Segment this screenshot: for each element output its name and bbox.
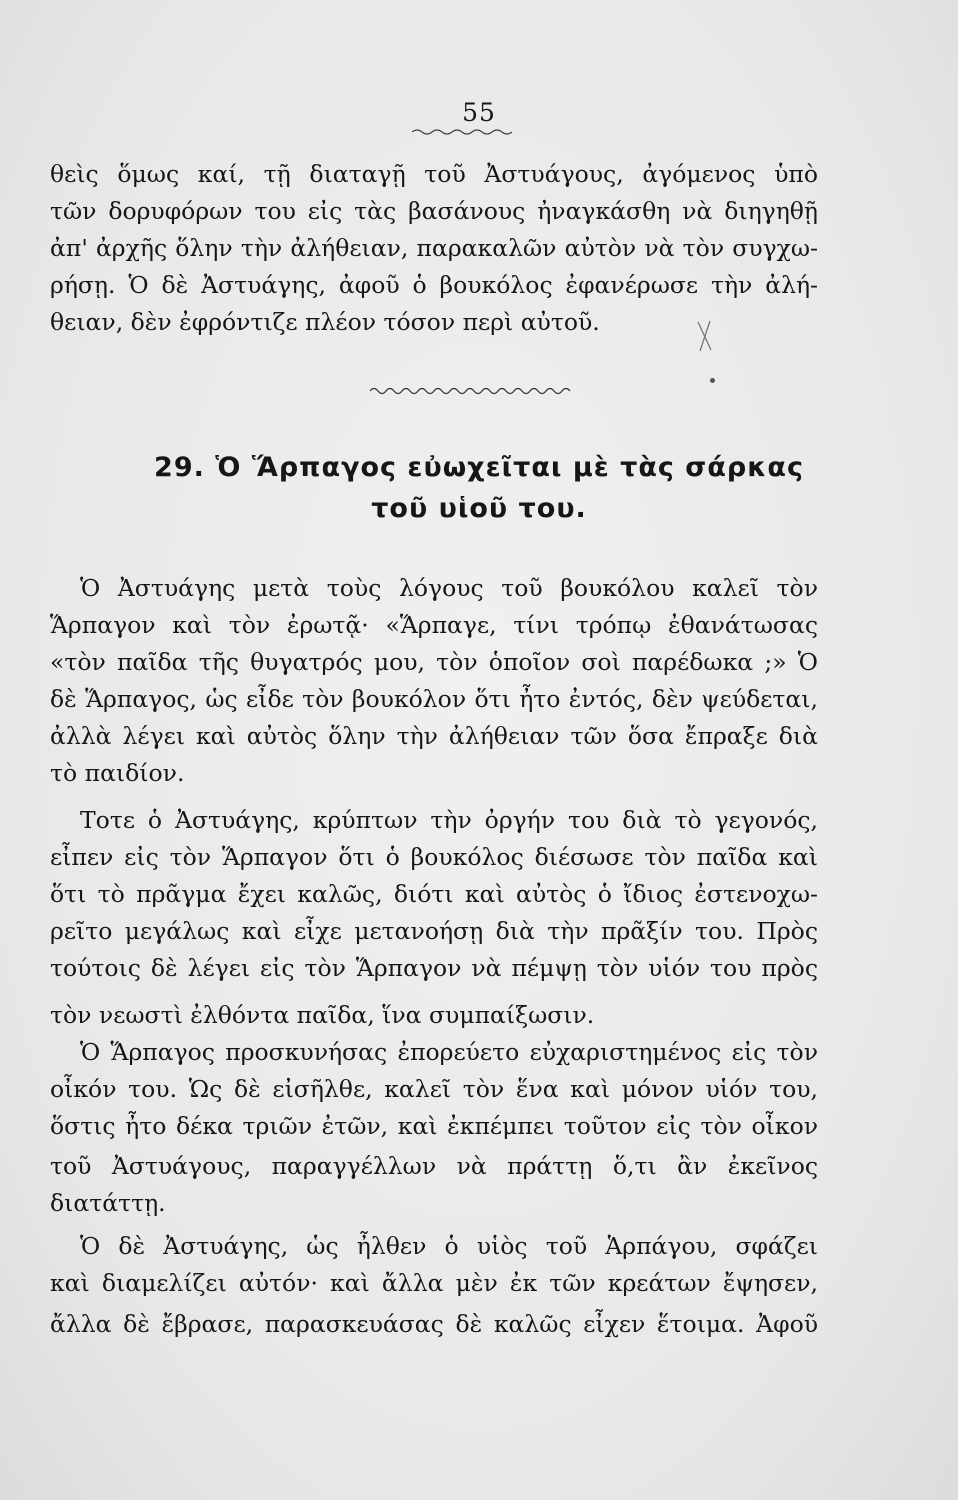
text-line: εἶπεν εἰς τὸν Ἅρπαγον ὅτι ὁ βουκόλος διέσωσε τὸν παῖδα καὶ [50, 843, 818, 871]
text-line: Ὁ Ἅρπαγος προσκυνήσας ἐπορεύετο εὐχαριστημένος εἰς τὸν [80, 1038, 818, 1066]
page-number-ornament [412, 128, 512, 136]
text-line: καὶ διαμελίζει αὐτόν· καὶ ἄλλα μὲν ἐκ τῶν κρεάτων ἔψησεν, [50, 1269, 818, 1297]
pencil-mark [695, 318, 715, 354]
text-line: Ἅρπαγον καὶ τὸν ἐρωτᾷ· «Ἅρπαγε, τίνι τρόπῳ ἐθανάτωσας [50, 611, 818, 639]
text-line: ὅστις ἦτο δέκα τριῶν ἐτῶν, καὶ ἐκπέμπει τοῦτον εἰς τὸν οἶκον [50, 1112, 818, 1140]
text-line: «τὸν παῖδα τῆς θυγατρός μου, τὸν ὁποῖον σοὶ παρέδωκα ;» Ὁ [50, 648, 818, 676]
text-line: ὅτι τὸ πρᾶγμα ἔχει καλῶς, διότι καὶ αὐτὸς ὁ ἴδιος ἐστενοχω- [50, 880, 818, 908]
section-divider-ornament [370, 385, 575, 397]
text-line: τούτοις δὲ λέγει εἰς τὸν Ἅρπαγον νὰ πέμψῃ τὸν υἱόν του πρὸς [50, 954, 818, 982]
text-line: ἀπ' ἀρχῆς ὅλην τὴν ἀλήθειαν, παρακαλῶν αὐτὸν νὰ τὸν συγχω- [50, 234, 818, 262]
text-line: θειαν, δὲν ἐφρόντιζε πλέον τόσον περὶ αὐτοῦ. [50, 308, 600, 336]
text-line: ρήσῃ. Ὁ δὲ Ἀστυάγης, ἀφοῦ ὁ βουκόλος ἐφανέρωσε τὴν ἀλή- [50, 271, 818, 299]
text-line: τοῦ Ἀστυάγους, παραγγέλλων νὰ πράττῃ ὅ,τι ἂν ἐκεῖνος [50, 1152, 818, 1180]
page-number: 55 [462, 98, 496, 127]
text-line: Ὁ Ἀστυάγης μετὰ τοὺς λόγους τοῦ βουκόλου καλεῖ τὸν [80, 574, 818, 602]
text-line: δὲ Ἅρπαγος, ὡς εἶδε τὸν βουκόλον ὅτι ἦτο ἐντός, δὲν ψεύδεται, [50, 685, 818, 713]
text-line: Τοτε ὁ Ἀστυάγης, κρύπτων τὴν ὀργήν του διὰ τὸ γεγονός, [80, 806, 818, 834]
text-line: ἄλλα δὲ ἔβρασε, παρασκευάσας δὲ καλῶς εἶχεν ἕτοιμα. Ἀφοῦ [50, 1310, 818, 1338]
section-heading-line2: τοῦ υἱοῦ του. [371, 493, 587, 524]
text-line: θεὶς ὅμως καί, τῇ διαταγῇ τοῦ Ἀστυάγους, ἀγόμενος ὑπὸ [50, 160, 818, 188]
text-line: Ὁ δὲ Ἀστυάγης, ὡς ἦλθεν ὁ υἱὸς τοῦ Ἁρπάγου, σφάζει [80, 1232, 818, 1260]
text-line: τὸ παιδίον. [50, 759, 185, 787]
text-line: τὸν νεωστὶ ἐλθόντα παῖδα, ἵνα συμπαίξωσιν. [50, 1001, 595, 1029]
text-line: ἀλλὰ λέγει καὶ αὐτὸς ὅλην τὴν ἀλήθειαν τῶν ὅσα ἔπραξε διὰ [50, 722, 818, 750]
section-heading-line1: 29. Ὁ Ἅρπαγος εὐωχεῖται μὲ τὰς σάρκας [154, 452, 804, 483]
text-line: οἶκόν του. Ὡς δὲ εἰσῆλθε, καλεῖ τὸν ἕνα καὶ μόνον υἱόν του, [50, 1075, 818, 1103]
ink-dot [710, 378, 715, 383]
text-line: τῶν δορυφόρων του εἰς τὰς βασάνους ἠναγκάσθη νὰ διηγηθῇ [50, 197, 818, 225]
text-line: διατάττῃ. [50, 1189, 166, 1217]
text-line: ρεῖτο μεγάλως καὶ εἶχε μετανοήσῃ διὰ τὴν πρᾶξίν του. Πρὸς [50, 917, 818, 945]
